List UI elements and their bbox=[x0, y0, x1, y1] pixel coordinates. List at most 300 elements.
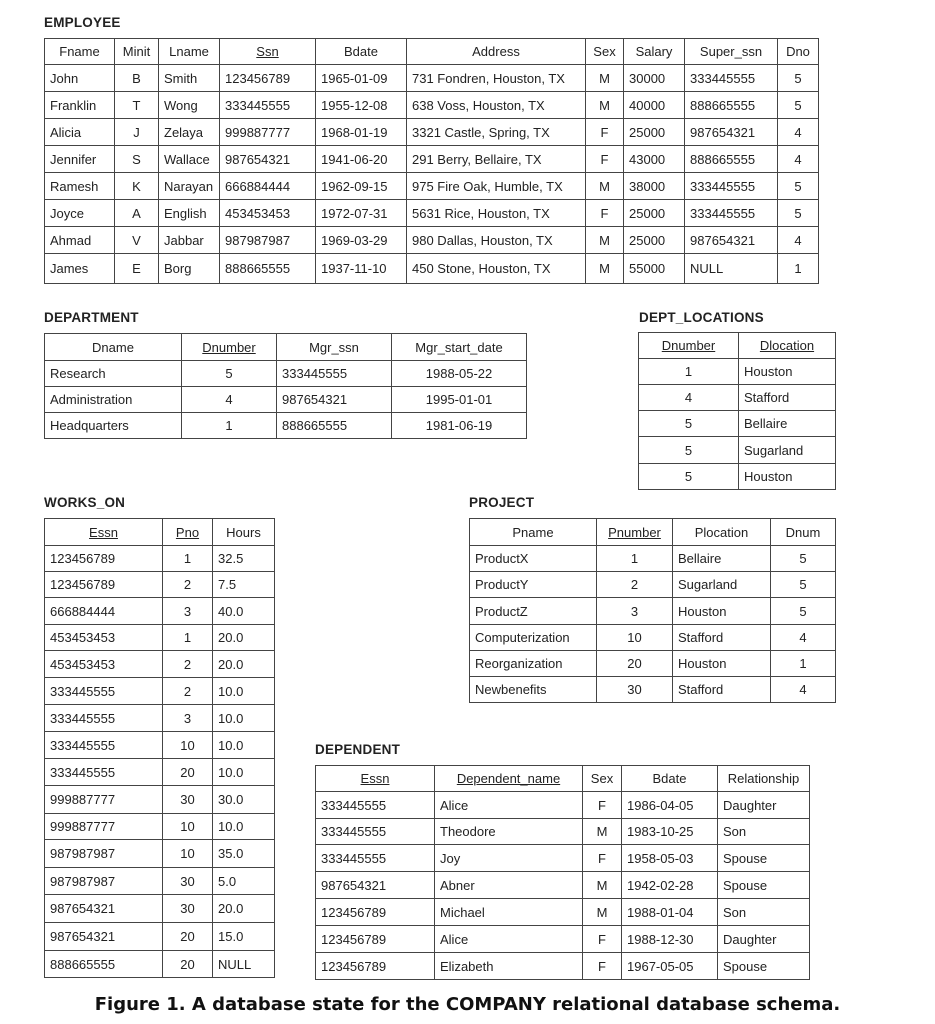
table-cell: 25000 bbox=[624, 227, 685, 254]
table-cell: 5.0 bbox=[213, 868, 275, 895]
table-cell: ProductY bbox=[470, 572, 597, 598]
table-cell: 10 bbox=[163, 840, 213, 868]
table-row bbox=[45, 546, 275, 572]
table-cell: Alice bbox=[435, 926, 583, 953]
table-cell: 123456789 bbox=[220, 65, 316, 92]
table-cell: 2 bbox=[163, 572, 213, 598]
table-cell: Abner bbox=[435, 872, 583, 899]
table-cell: 5 bbox=[771, 572, 836, 598]
table-cell: 333445555 bbox=[685, 173, 778, 200]
table-row bbox=[470, 651, 836, 677]
table-row bbox=[639, 464, 836, 490]
table-cell: Spouse bbox=[718, 872, 810, 899]
works-on-table bbox=[44, 518, 275, 978]
table-cell: 333445555 bbox=[316, 845, 435, 872]
table-cell: 987654321 bbox=[685, 227, 778, 254]
table-cell: 5 bbox=[182, 361, 277, 387]
table-cell: 10.0 bbox=[213, 705, 275, 732]
table-cell: Ahmad bbox=[45, 227, 115, 254]
table-row bbox=[639, 411, 836, 437]
table-row bbox=[45, 572, 275, 598]
column-header: Dno bbox=[778, 39, 819, 65]
table-cell: 4 bbox=[778, 227, 819, 254]
table-cell: Bellaire bbox=[673, 546, 771, 572]
table-cell: Reorganization bbox=[470, 651, 597, 677]
table-cell: 1983-10-25 bbox=[622, 819, 718, 845]
dept-locations-title: DEPT_LOCATIONS bbox=[639, 310, 764, 325]
table-row bbox=[45, 200, 819, 227]
table-cell: James bbox=[45, 254, 115, 284]
table-row bbox=[45, 173, 819, 200]
header-row bbox=[316, 766, 810, 792]
table-cell: 30 bbox=[597, 677, 673, 703]
table-cell: Daughter bbox=[718, 926, 810, 953]
table-cell: Houston bbox=[673, 598, 771, 625]
table-cell: 453453453 bbox=[220, 200, 316, 227]
table-cell: 3321 Castle, Spring, TX bbox=[407, 119, 586, 146]
header-row bbox=[639, 333, 836, 359]
table-cell: Stafford bbox=[673, 677, 771, 703]
table-cell: 987987987 bbox=[45, 868, 163, 895]
table-cell: 4 bbox=[778, 119, 819, 146]
table-cell: M bbox=[583, 899, 622, 926]
table-cell: Houston bbox=[739, 464, 836, 490]
column-header: Sex bbox=[586, 39, 624, 65]
table-cell: A bbox=[115, 200, 159, 227]
table-row bbox=[45, 413, 527, 439]
table-row bbox=[316, 953, 810, 980]
table-cell: F bbox=[583, 953, 622, 980]
table-cell: 999887777 bbox=[220, 119, 316, 146]
table-cell: 25000 bbox=[624, 200, 685, 227]
table-cell: 30000 bbox=[624, 65, 685, 92]
table-cell: Computerization bbox=[470, 625, 597, 651]
table-cell: 453453453 bbox=[45, 625, 163, 651]
table-cell: 123456789 bbox=[45, 572, 163, 598]
table-cell: B bbox=[115, 65, 159, 92]
table-cell: 25000 bbox=[624, 119, 685, 146]
table-cell: 5 bbox=[778, 173, 819, 200]
table-cell: 4 bbox=[182, 387, 277, 413]
table-cell: Son bbox=[718, 899, 810, 926]
table-cell: 888665555 bbox=[277, 413, 392, 439]
table-cell: 987987987 bbox=[45, 840, 163, 868]
table-cell: 1 bbox=[597, 546, 673, 572]
table-cell: 333445555 bbox=[277, 361, 392, 387]
table-cell: Alicia bbox=[45, 119, 115, 146]
table-cell: 987987987 bbox=[220, 227, 316, 254]
table-cell: 5 bbox=[778, 92, 819, 119]
department-title: DEPARTMENT bbox=[44, 310, 139, 325]
table-cell: 1962-09-15 bbox=[316, 173, 407, 200]
table-cell: 15.0 bbox=[213, 923, 275, 951]
column-header: Essn bbox=[316, 766, 435, 792]
table-cell: Houston bbox=[673, 651, 771, 677]
table-cell: Theodore bbox=[435, 819, 583, 845]
table-cell: T bbox=[115, 92, 159, 119]
table-row bbox=[45, 732, 275, 759]
table-cell: Borg bbox=[159, 254, 220, 284]
table-cell: Wong bbox=[159, 92, 220, 119]
table-cell: 980 Dallas, Houston, TX bbox=[407, 227, 586, 254]
table-row bbox=[45, 387, 527, 413]
table-cell: 987654321 bbox=[316, 872, 435, 899]
table-row bbox=[470, 598, 836, 625]
table-row bbox=[316, 845, 810, 872]
column-header: Fname bbox=[45, 39, 115, 65]
header-row bbox=[470, 519, 836, 546]
table-cell: 987654321 bbox=[685, 119, 778, 146]
table-cell: 5 bbox=[771, 546, 836, 572]
table-row bbox=[45, 759, 275, 786]
table-cell: Joyce bbox=[45, 200, 115, 227]
table-cell: K bbox=[115, 173, 159, 200]
table-row bbox=[45, 92, 819, 119]
table-row bbox=[470, 625, 836, 651]
table-cell: Wallace bbox=[159, 146, 220, 173]
table-cell: 333445555 bbox=[685, 65, 778, 92]
column-header: Dnumber bbox=[639, 333, 739, 359]
table-cell: Spouse bbox=[718, 953, 810, 980]
table-cell: 3 bbox=[597, 598, 673, 625]
table-cell: 1967-05-05 bbox=[622, 953, 718, 980]
table-cell: F bbox=[586, 200, 624, 227]
table-cell: M bbox=[586, 227, 624, 254]
table-cell: 333445555 bbox=[316, 819, 435, 845]
table-cell: Bellaire bbox=[739, 411, 836, 437]
table-cell: 20.0 bbox=[213, 625, 275, 651]
table-cell: Newbenefits bbox=[470, 677, 597, 703]
table-cell: 1937-11-10 bbox=[316, 254, 407, 284]
table-cell: 30 bbox=[163, 786, 213, 814]
table-cell: 450 Stone, Houston, TX bbox=[407, 254, 586, 284]
table-row bbox=[45, 705, 275, 732]
table-cell: 291 Berry, Bellaire, TX bbox=[407, 146, 586, 173]
table-cell: 1955-12-08 bbox=[316, 92, 407, 119]
table-cell: 5 bbox=[778, 200, 819, 227]
table-row bbox=[45, 227, 819, 254]
table-cell: Smith bbox=[159, 65, 220, 92]
column-header: Mgr_ssn bbox=[277, 334, 392, 361]
table-cell: 888665555 bbox=[685, 146, 778, 173]
table-cell: Sugarland bbox=[739, 437, 836, 464]
table-cell: 20 bbox=[163, 951, 213, 978]
table-cell: English bbox=[159, 200, 220, 227]
table-cell: Houston bbox=[739, 359, 836, 385]
table-cell: Daughter bbox=[718, 792, 810, 819]
table-cell: ProductX bbox=[470, 546, 597, 572]
table-cell: 333445555 bbox=[45, 732, 163, 759]
column-header: Pnumber bbox=[597, 519, 673, 546]
header-row bbox=[45, 519, 275, 546]
table-cell: 987654321 bbox=[45, 923, 163, 951]
department-table bbox=[44, 333, 527, 439]
table-cell: 1942-02-28 bbox=[622, 872, 718, 899]
works-on-title: WORKS_ON bbox=[44, 495, 126, 510]
table-cell: 888665555 bbox=[45, 951, 163, 978]
table-cell: Ramesh bbox=[45, 173, 115, 200]
table-cell: NULL bbox=[213, 951, 275, 978]
table-cell: 30 bbox=[163, 868, 213, 895]
table-cell: 333445555 bbox=[45, 705, 163, 732]
table-cell: Jabbar bbox=[159, 227, 220, 254]
table-cell: J bbox=[115, 119, 159, 146]
table-cell: 5 bbox=[639, 437, 739, 464]
table-cell: NULL bbox=[685, 254, 778, 284]
dependent-title: DEPENDENT bbox=[315, 742, 401, 757]
column-header: Hours bbox=[213, 519, 275, 546]
table-row bbox=[316, 872, 810, 899]
table-cell: M bbox=[583, 819, 622, 845]
table-cell: 1 bbox=[163, 625, 213, 651]
table-cell: Sugarland bbox=[673, 572, 771, 598]
table-cell: 20.0 bbox=[213, 895, 275, 923]
project-title: PROJECT bbox=[469, 495, 535, 510]
table-cell: 333445555 bbox=[685, 200, 778, 227]
table-cell: 38000 bbox=[624, 173, 685, 200]
table-row bbox=[45, 840, 275, 868]
table-cell: M bbox=[586, 254, 624, 284]
table-row bbox=[45, 254, 819, 284]
table-cell: M bbox=[586, 173, 624, 200]
table-cell: 7.5 bbox=[213, 572, 275, 598]
table-cell: 10 bbox=[597, 625, 673, 651]
table-cell: Administration bbox=[45, 387, 182, 413]
table-cell: 666884444 bbox=[45, 598, 163, 625]
employee-table bbox=[44, 38, 819, 284]
table-cell: 1995-01-01 bbox=[392, 387, 527, 413]
table-cell: 20 bbox=[163, 759, 213, 786]
table-cell: 1 bbox=[778, 254, 819, 284]
table-row bbox=[45, 868, 275, 895]
table-cell: 888665555 bbox=[685, 92, 778, 119]
table-cell: 333445555 bbox=[45, 678, 163, 705]
dependent-table bbox=[315, 765, 810, 980]
table-cell: M bbox=[586, 65, 624, 92]
table-row bbox=[45, 146, 819, 173]
table-row bbox=[45, 598, 275, 625]
table-cell: Michael bbox=[435, 899, 583, 926]
table-cell: 30.0 bbox=[213, 786, 275, 814]
column-header: Plocation bbox=[673, 519, 771, 546]
table-cell: 1988-01-04 bbox=[622, 899, 718, 926]
column-header: Dlocation bbox=[739, 333, 836, 359]
table-cell: 999887777 bbox=[45, 814, 163, 840]
table-cell: F bbox=[583, 845, 622, 872]
column-header: Dname bbox=[45, 334, 182, 361]
table-cell: Headquarters bbox=[45, 413, 182, 439]
table-cell: 10.0 bbox=[213, 814, 275, 840]
table-cell: 10 bbox=[163, 732, 213, 759]
table-cell: 1965-01-09 bbox=[316, 65, 407, 92]
table-cell: 638 Voss, Houston, TX bbox=[407, 92, 586, 119]
table-row bbox=[45, 625, 275, 651]
table-cell: 1 bbox=[771, 651, 836, 677]
table-row bbox=[639, 359, 836, 385]
table-cell: 5631 Rice, Houston, TX bbox=[407, 200, 586, 227]
project-table bbox=[469, 518, 836, 703]
column-header: Dependent_name bbox=[435, 766, 583, 792]
table-cell: 987654321 bbox=[220, 146, 316, 173]
column-header: Super_ssn bbox=[685, 39, 778, 65]
column-header: Pname bbox=[470, 519, 597, 546]
column-header: Address bbox=[407, 39, 586, 65]
table-cell: 731 Fondren, Houston, TX bbox=[407, 65, 586, 92]
table-cell: 5 bbox=[778, 65, 819, 92]
table-cell: Stafford bbox=[739, 385, 836, 411]
table-cell: 1 bbox=[163, 546, 213, 572]
table-row bbox=[45, 678, 275, 705]
table-cell: 1981-06-19 bbox=[392, 413, 527, 439]
table-cell: 987654321 bbox=[45, 895, 163, 923]
table-cell: 4 bbox=[639, 385, 739, 411]
table-cell: 5 bbox=[639, 411, 739, 437]
table-cell: 1941-06-20 bbox=[316, 146, 407, 173]
table-cell: 20 bbox=[163, 923, 213, 951]
table-cell: 333445555 bbox=[316, 792, 435, 819]
table-cell: M bbox=[583, 872, 622, 899]
table-cell: 5 bbox=[639, 464, 739, 490]
table-cell: 888665555 bbox=[220, 254, 316, 284]
column-header: Sex bbox=[583, 766, 622, 792]
table-cell: 1969-03-29 bbox=[316, 227, 407, 254]
table-cell: 1 bbox=[182, 413, 277, 439]
table-cell: 4 bbox=[771, 625, 836, 651]
table-row bbox=[639, 385, 836, 411]
table-cell: Son bbox=[718, 819, 810, 845]
table-row bbox=[45, 65, 819, 92]
table-cell: 453453453 bbox=[45, 651, 163, 678]
table-cell: ProductZ bbox=[470, 598, 597, 625]
column-header: Relationship bbox=[718, 766, 810, 792]
table-cell: Stafford bbox=[673, 625, 771, 651]
table-cell: 1988-12-30 bbox=[622, 926, 718, 953]
table-row bbox=[45, 895, 275, 923]
column-header: Mgr_start_date bbox=[392, 334, 527, 361]
table-row bbox=[45, 651, 275, 678]
table-cell: 43000 bbox=[624, 146, 685, 173]
table-cell: 55000 bbox=[624, 254, 685, 284]
column-header: Dnumber bbox=[182, 334, 277, 361]
table-cell: 10.0 bbox=[213, 759, 275, 786]
table-row bbox=[639, 437, 836, 464]
table-cell: F bbox=[583, 792, 622, 819]
table-cell: F bbox=[583, 926, 622, 953]
table-row bbox=[470, 546, 836, 572]
table-cell: Alice bbox=[435, 792, 583, 819]
column-header: Bdate bbox=[316, 39, 407, 65]
table-cell: 3 bbox=[163, 705, 213, 732]
employee-title: EMPLOYEE bbox=[44, 15, 121, 30]
table-cell: 1958-05-03 bbox=[622, 845, 718, 872]
table-cell: 4 bbox=[771, 677, 836, 703]
column-header: Essn bbox=[45, 519, 163, 546]
table-cell: 123456789 bbox=[45, 546, 163, 572]
table-cell: Jennifer bbox=[45, 146, 115, 173]
table-cell: 123456789 bbox=[316, 953, 435, 980]
table-cell: 1972-07-31 bbox=[316, 200, 407, 227]
table-cell: 10.0 bbox=[213, 678, 275, 705]
table-cell: 20 bbox=[597, 651, 673, 677]
table-cell: 123456789 bbox=[316, 899, 435, 926]
table-cell: S bbox=[115, 146, 159, 173]
table-cell: E bbox=[115, 254, 159, 284]
table-row bbox=[45, 951, 275, 978]
dept-locations-table bbox=[638, 332, 836, 490]
table-cell: 20.0 bbox=[213, 651, 275, 678]
table-cell: 999887777 bbox=[45, 786, 163, 814]
table-cell: 333445555 bbox=[220, 92, 316, 119]
column-header: Lname bbox=[159, 39, 220, 65]
table-cell: 3 bbox=[163, 598, 213, 625]
table-cell: M bbox=[586, 92, 624, 119]
table-row bbox=[316, 899, 810, 926]
table-cell: Zelaya bbox=[159, 119, 220, 146]
table-cell: 333445555 bbox=[45, 759, 163, 786]
table-cell: 1986-04-05 bbox=[622, 792, 718, 819]
table-cell: Narayan bbox=[159, 173, 220, 200]
table-cell: Elizabeth bbox=[435, 953, 583, 980]
table-cell: 2 bbox=[163, 678, 213, 705]
table-row bbox=[45, 119, 819, 146]
table-cell: V bbox=[115, 227, 159, 254]
table-cell: 666884444 bbox=[220, 173, 316, 200]
table-row bbox=[316, 926, 810, 953]
column-header: Bdate bbox=[622, 766, 718, 792]
table-cell: Research bbox=[45, 361, 182, 387]
table-row bbox=[45, 361, 527, 387]
table-cell: Franklin bbox=[45, 92, 115, 119]
table-row bbox=[470, 677, 836, 703]
table-cell: John bbox=[45, 65, 115, 92]
header-row bbox=[45, 39, 819, 65]
table-cell: 123456789 bbox=[316, 926, 435, 953]
table-row bbox=[45, 786, 275, 814]
table-cell: 32.5 bbox=[213, 546, 275, 572]
table-cell: 1968-01-19 bbox=[316, 119, 407, 146]
table-row bbox=[316, 792, 810, 819]
table-row bbox=[316, 819, 810, 845]
table-cell: 2 bbox=[597, 572, 673, 598]
table-cell: 1988-05-22 bbox=[392, 361, 527, 387]
column-header: Dnum bbox=[771, 519, 836, 546]
table-cell: 4 bbox=[778, 146, 819, 173]
column-header: Pno bbox=[163, 519, 213, 546]
table-cell: 35.0 bbox=[213, 840, 275, 868]
table-cell: 5 bbox=[771, 598, 836, 625]
table-cell: 2 bbox=[163, 651, 213, 678]
table-cell: F bbox=[586, 119, 624, 146]
table-row bbox=[470, 572, 836, 598]
table-cell: 987654321 bbox=[277, 387, 392, 413]
table-cell: Joy bbox=[435, 845, 583, 872]
table-cell: 975 Fire Oak, Humble, TX bbox=[407, 173, 586, 200]
table-cell: 40000 bbox=[624, 92, 685, 119]
table-cell: Spouse bbox=[718, 845, 810, 872]
table-cell: F bbox=[586, 146, 624, 173]
table-cell: 40.0 bbox=[213, 598, 275, 625]
table-cell: 30 bbox=[163, 895, 213, 923]
figure-caption: Figure 1. A database state for the COMPANY relational database schema. bbox=[94, 994, 841, 1015]
table-row bbox=[45, 814, 275, 840]
column-header: Minit bbox=[115, 39, 159, 65]
table-cell: 10.0 bbox=[213, 732, 275, 759]
table-cell: 10 bbox=[163, 814, 213, 840]
column-header: Salary bbox=[624, 39, 685, 65]
table-row bbox=[45, 923, 275, 951]
column-header: Ssn bbox=[220, 39, 316, 65]
header-row bbox=[45, 334, 527, 361]
